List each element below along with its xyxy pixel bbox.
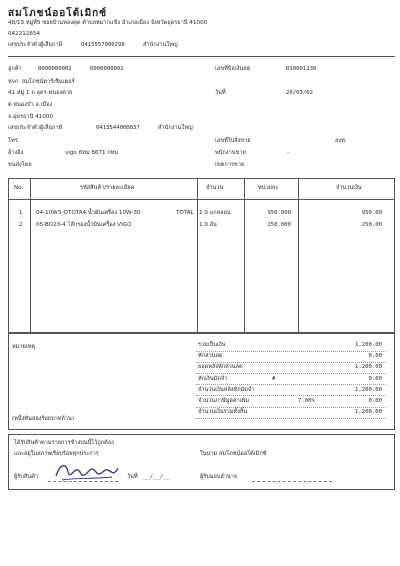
receiver-label: ผู้รับสินค้า bbox=[14, 474, 38, 480]
table-row-1-brand: TOTAL bbox=[176, 210, 194, 216]
th-no: No. bbox=[14, 185, 24, 191]
totals-line-label: หักส่วนลด bbox=[198, 353, 223, 360]
customer-address-2: ต.หนองบัว อ.เมือง bbox=[8, 102, 53, 108]
company-name: สมโภชน์ออโต้เมิกซ์ bbox=[8, 8, 108, 19]
customer-code-label: ลูกค้า bbox=[8, 66, 22, 72]
th-unit-price: หน่วยละ bbox=[258, 185, 279, 191]
table-row-2-amount: 250.00 bbox=[361, 222, 382, 228]
receiver-signature bbox=[52, 458, 122, 484]
customer-ship-label: ขนส่งโดย bbox=[8, 162, 32, 168]
company-address: 48/13 หมู่ที่5 ซอยบ้านหลงคุด ตำบลหมากแข้ง อำเภอเมือง จังหวัดอุดรธานี 41000 bbox=[8, 20, 208, 26]
doc-number-label: เลขที่บิลเงินสด bbox=[215, 66, 251, 72]
totals-line-rule bbox=[196, 395, 386, 396]
table-row-1-no: 1 bbox=[19, 210, 23, 216]
table-row-2-no: 2 bbox=[19, 222, 23, 228]
footer-on-behalf: ในนาม สมโภชน์ออโต้เมิกซ์ bbox=[200, 451, 267, 457]
totals-line-rule bbox=[196, 362, 386, 363]
receive-date-value: __/__/__ bbox=[143, 474, 170, 480]
totals-line-value: 1,200.00 bbox=[355, 342, 382, 348]
customer-tax-id: 0413544000837 bbox=[96, 125, 140, 131]
th-quantity: จำนวน bbox=[206, 185, 224, 191]
totals-line-value: 1,200.00 bbox=[355, 386, 382, 393]
receive-date-label: วันที่ bbox=[127, 474, 138, 480]
table-row-1-desc: 04-10W3-OTOTA4 น้ำมันเครื่อง 10W-30 bbox=[36, 210, 141, 216]
th-description: รหัสสินค้า/รายละเอียด bbox=[80, 185, 135, 191]
doc-salesref-value: ลงท. bbox=[335, 138, 347, 144]
totals-line-label: จำนวนเงินรวมทั้งสิ้น bbox=[198, 409, 248, 416]
totals-line-rule bbox=[196, 407, 386, 408]
footer-note-2: และอยู่ในสภาพเรียบร้อยทุกประการ bbox=[14, 451, 99, 457]
totals-line-label: ยอดหลังหักส่วนลด bbox=[198, 364, 243, 371]
customer-address-3: จ.อุดรธานี 41000 bbox=[8, 114, 54, 120]
customer-tax-label: เลขประจำตัวผู้เสียภาษี bbox=[8, 125, 63, 131]
table-row-1-qty: 1.0 แกลลอน bbox=[199, 210, 231, 216]
totals-line-extra: # bbox=[272, 375, 276, 382]
totals-line-rule bbox=[196, 351, 386, 352]
customer-address-1: 41 หมู่ 1 ถ.อุดร-หนองคาย bbox=[8, 90, 73, 96]
totals-line-label: รวมเป็นเงิน bbox=[198, 342, 226, 348]
doc-date: 26/03/62 bbox=[286, 90, 313, 96]
totals-line-rule bbox=[196, 373, 386, 374]
col-divider-price bbox=[298, 178, 299, 333]
company-tax-label: เลขประจำตัวผู้เสียภาษี bbox=[8, 42, 63, 48]
totals-line-label: จำนวนเงินหลังหักมัดจำ bbox=[198, 386, 255, 393]
doc-sales-label: พนักงานขาย bbox=[215, 150, 246, 156]
customer-ref-value: vigo 6ทม 8671 กทม bbox=[65, 150, 119, 156]
authorized-signature-line bbox=[252, 481, 332, 482]
totals-line-value: 1,200.00 bbox=[355, 409, 382, 416]
doc-sales-value: - bbox=[287, 150, 290, 156]
customer-code-2: 0000000002 bbox=[90, 66, 124, 72]
totals-line-value: 0.00 bbox=[368, 353, 382, 360]
col-divider-qty bbox=[244, 178, 245, 333]
company-phone: 042212654 bbox=[8, 31, 41, 37]
totals-line-value: 1,200.00 bbox=[355, 364, 382, 371]
customer-branch: สำนักงานใหญ่ bbox=[158, 125, 193, 131]
totals-line-value: 0.00 bbox=[368, 375, 382, 382]
totals-line-label: หักเงินมัดจำ bbox=[198, 375, 228, 382]
table-row-2-price: 250.000 bbox=[267, 222, 291, 228]
doc-date-label: วันที่ bbox=[215, 90, 226, 96]
company-branch: สำนักงานใหญ่ bbox=[143, 42, 178, 48]
doc-salesref-label: เลขที่ใบสั่งขาย bbox=[215, 138, 251, 144]
totals-line-label: จำนวนภาษีมูลค่าเพิ่ม bbox=[198, 398, 250, 404]
table-header-divider bbox=[8, 199, 394, 200]
customer-tel-label: โทร. bbox=[8, 138, 20, 144]
customer-name: หจก. สมโภชน์คาร์เซ็นเตอร์ bbox=[8, 79, 75, 85]
table-row-2-desc: 05-BO23-4 ไส้กรองน้ำมันเครื่อง VIGO bbox=[36, 222, 132, 228]
doc-ship-label: เขตการขาย bbox=[215, 162, 245, 168]
doc-number: RS0001230 bbox=[286, 66, 317, 72]
totals-line-value: 0.00 bbox=[368, 398, 382, 404]
customer-ref-label: อ้างอิง bbox=[8, 150, 24, 156]
th-amount: จำนวนเงิน bbox=[336, 185, 362, 191]
header-divider bbox=[8, 56, 395, 57]
col-divider-desc bbox=[197, 178, 198, 333]
table-row-1-amount: 950.00 bbox=[361, 210, 382, 216]
col-divider-no bbox=[30, 178, 31, 333]
authorized-label: ผู้รับมอบอำนาจ bbox=[200, 474, 238, 480]
amount-in-words: (หนึ่งพันสองร้อยบาทถ้วน) bbox=[12, 416, 74, 422]
company-tax-id: 0415557000298 bbox=[81, 42, 125, 48]
remark-label: หมายเหตุ bbox=[12, 344, 36, 350]
items-table bbox=[8, 178, 395, 334]
totals-line-extra: 7.00% bbox=[298, 398, 315, 404]
footer-note-1: ได้รับสินค้าตามรายการข้างบนนี้ไว้ถูกต้อง bbox=[14, 440, 114, 446]
table-row-1-price: 950.000 bbox=[267, 210, 291, 216]
table-row-2-qty: 1.0 อัน bbox=[199, 222, 217, 228]
totals-line-rule bbox=[196, 418, 386, 419]
customer-code: 0000000002 bbox=[38, 66, 72, 72]
totals-line-rule bbox=[196, 384, 386, 385]
